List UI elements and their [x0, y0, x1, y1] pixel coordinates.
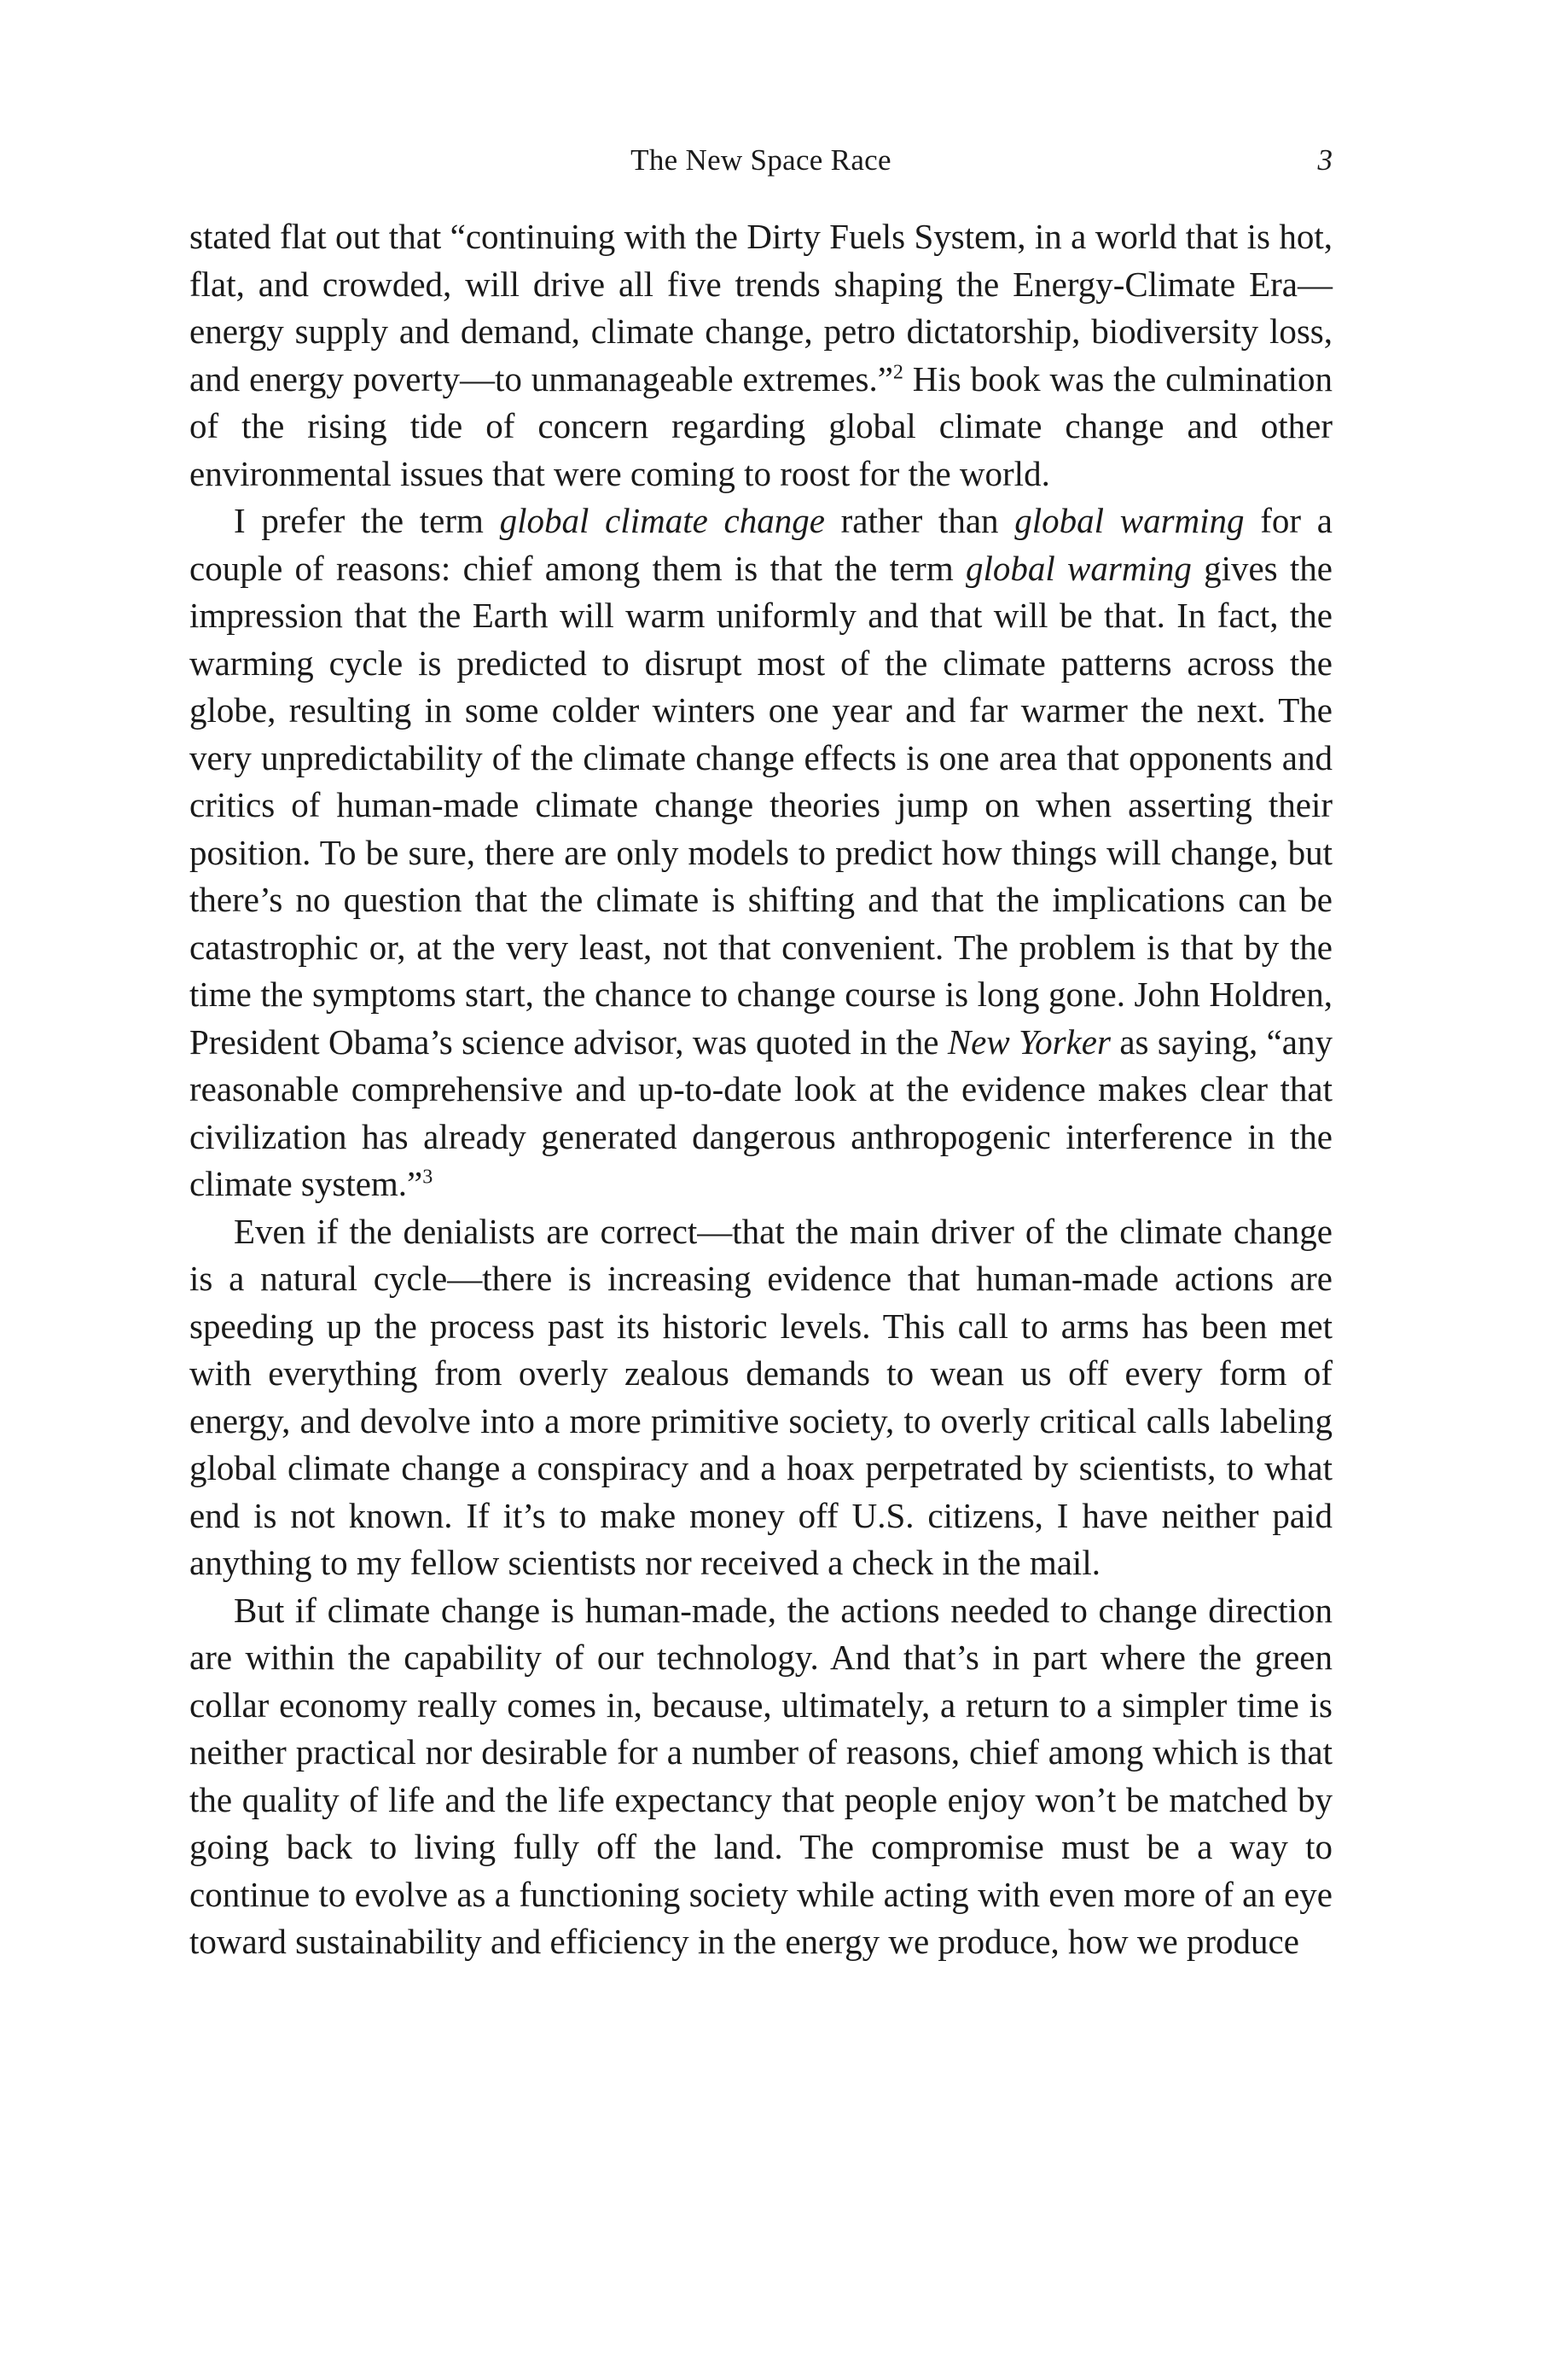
paragraph-2-text-a: I prefer the term: [234, 501, 500, 540]
paragraph-1-text-a: stated flat out that “continuing with the Dirty Fuels System, in a world that is hot, flat, and crowded, will drive all five trends shaping the Energy-Climate Era—energy supply and demand, climate change, petro dictatorship, biodiversity loss, and energy poverty—to unmanageable extremes.”: [189, 217, 1333, 399]
paragraph-2: [189, 497, 1333, 1208]
paragraph-2-text-b: rather than: [824, 501, 1015, 540]
footnote-marker-2: 2: [892, 360, 903, 383]
italic-term-global-climate-change: global climate change: [499, 501, 825, 540]
paragraph-1-text-b: His book was the culmination of the rising tide of concern regarding global climate change and other environmental issues that were coming to roost for the world.: [189, 358, 1333, 493]
paragraph-2-text-d: gives the impression that the Earth will warm uniformly and that will be that. In fact, the warming cycle is predicted to disrupt most of the climate patterns across the globe, resulting in some colder winters one year and far warmer the next. The very unpredictability of the climate change effects is one area that opponents and critics of human-made climate change theories jump on when asserting their position. To be sure, there are only models to predict how things will change, but there’s no question that the climate is shifting and that the implications can be catastrophic or, at the very least, not that convenient. The problem is that by the time the symptoms start, the chance to change course is long gone. John Holdren, President Obama’s science advisor, was quoted in the: [189, 548, 1333, 1062]
italic-title-new-yorker: New Yorker: [947, 1021, 1111, 1062]
paragraph-3: Even if the denialists are correct—that the main driver of the climate change is a natural cycle—there is increasing evidence that human-made actions are speeding up the process past its historic levels. This call to arms has been met with everything from overly zealous demands to wean us off every form of energy, and devolve into a more primitive society, to overly critical calls labeling global climate change a conspiracy and a hoax perpetrated by scientists, to what end is not known. If it’s to make money off U.S. citizens, I have neither paid anything to my fellow scientists nor received a check in the mail.: [189, 1211, 1333, 1582]
running-title: The New Space Race: [630, 143, 891, 177]
page-number: 3: [1317, 143, 1333, 177]
body-text: [189, 213, 1333, 1966]
italic-term-global-warming-2: global warming: [965, 548, 1192, 588]
paragraph-2-text-c: for a couple of reasons: chief among them is that the term: [189, 501, 1333, 588]
paragraph-2-text-e: as saying, “any reasonable comprehensive and up-to-date look at the evidence makes clear that civilization has already generated dangerous anthropogenic interference in the climate system.”: [189, 1021, 1333, 1203]
paragraph-1: [189, 213, 1333, 497]
running-head: [189, 135, 1333, 186]
paragraph-4: But if climate change is human-made, the actions needed to change direction are within the capability of our technology. And that’s in part where the green collar economy really comes in, because, ultimately, a return to a simpler time is neither practical nor desirable for a number of reasons, chief among which is that the quality of life and the life expectancy that people enjoy won’t be matched by going back to living fully off the land. The compromise must be a way to continue to evolve as a functioning society while acting with even more of an eye toward sustainability and efficiency in the energy we produce, how we produce: [189, 1590, 1333, 1961]
italic-term-global-warming: global warming: [1014, 501, 1245, 540]
footnote-marker-3: 3: [422, 1166, 433, 1189]
